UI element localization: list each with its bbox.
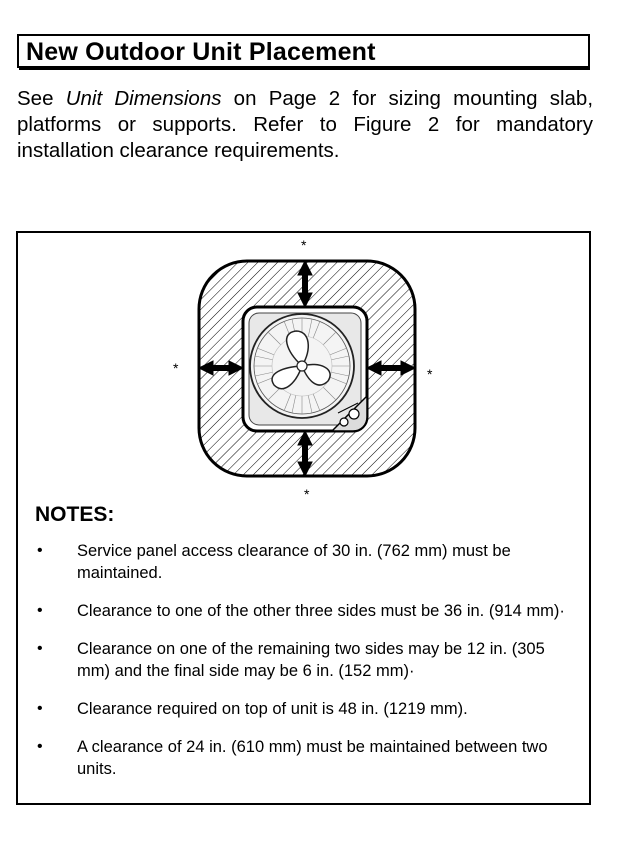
intro-paragraph — [17, 86, 593, 164]
note-text: Clearance to one of the other three sides must be 36 in. (914 mm)· — [77, 602, 565, 620]
intro-rest: on Page 2 for sizing mounting slab, platforms or supports. Refer to Figure 2 for mandatory installation clearance requirements. — [17, 87, 594, 162]
notes-list — [35, 540, 575, 796]
bullet-icon: • — [37, 640, 43, 657]
section-heading: New Outdoor Unit Placement — [26, 38, 376, 66]
bullet-icon: • — [37, 602, 43, 619]
clearance-marker-right: * — [427, 366, 433, 382]
section-heading-box — [17, 34, 590, 68]
note-text: Clearance required on top of unit is 48 in. (1219 mm). — [77, 700, 468, 718]
intro-emphasis: Unit Dimensions — [65, 87, 222, 110]
note-text: A clearance of 24 in. (610 mm) must be maintained between two units. — [77, 738, 548, 778]
note-text: Service panel access clearance of 30 in. (762 mm) must be maintained. — [77, 542, 511, 582]
clearance-marker-bottom: * — [304, 486, 310, 502]
list-item — [35, 736, 575, 780]
list-item — [35, 540, 575, 584]
bullet-icon: • — [37, 542, 43, 559]
clearance-diagram — [168, 233, 448, 503]
list-item — [35, 600, 575, 622]
list-item — [35, 638, 575, 682]
note-text: Clearance on one of the remaining two sides may be 12 in. (305 mm) and the final side may be 6 in. (152 mm)· — [77, 640, 545, 680]
clearance-marker-left: * — [173, 360, 179, 376]
bullet-icon: • — [37, 738, 43, 755]
figure-clearance-panel — [16, 231, 591, 805]
bullet-icon: • — [37, 700, 43, 717]
notes-title: NOTES: — [35, 503, 115, 526]
intro-lead: See — [17, 87, 66, 110]
clearance-marker-top: * — [301, 237, 307, 253]
list-item — [35, 698, 575, 720]
